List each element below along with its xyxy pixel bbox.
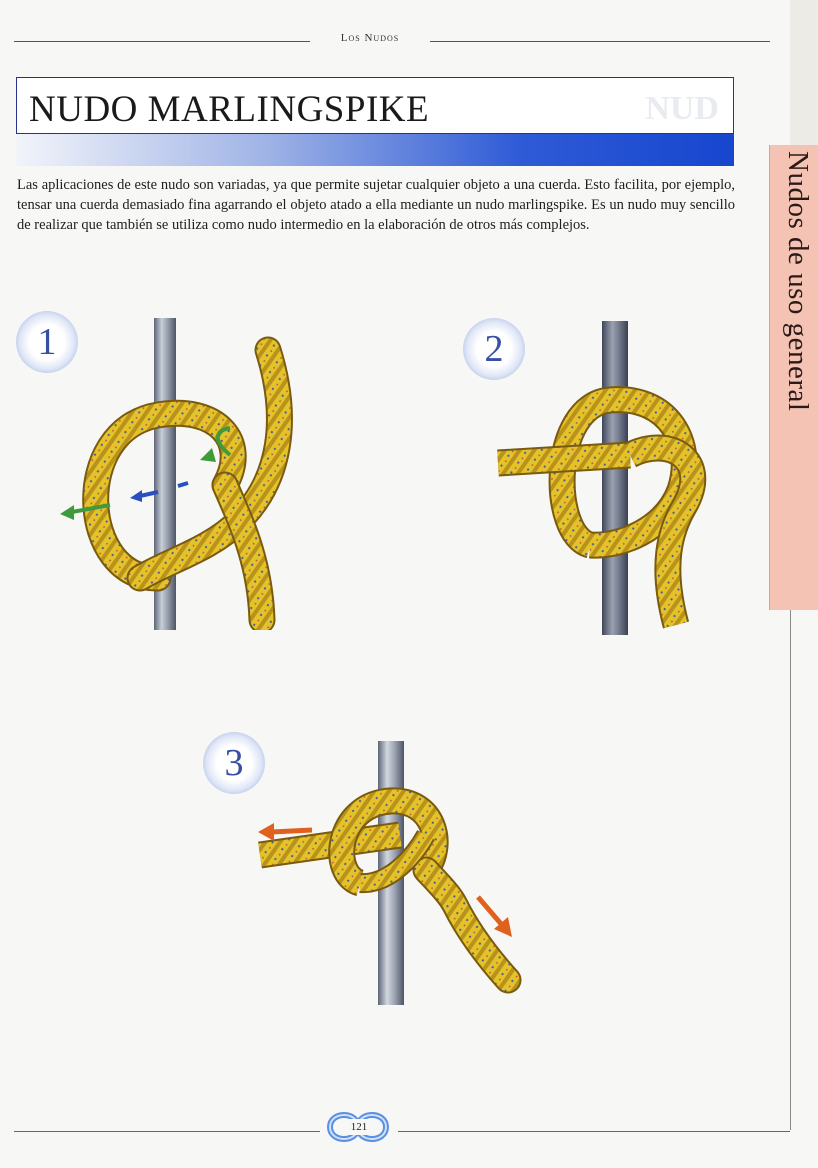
blue-arrowhead <box>130 490 142 502</box>
step-badge-2: 2 <box>463 318 525 380</box>
green-arrowhead-top <box>200 448 216 462</box>
page-edge-line <box>790 610 791 1130</box>
rope-standing <box>426 870 508 980</box>
orange-arrowhead-left <box>258 823 274 841</box>
page-title: NUDO MARLINGSPIKE <box>29 89 430 130</box>
section-tab-label: Nudos de uso general <box>782 151 814 412</box>
footer-rule-left <box>14 1131 320 1132</box>
page-edge <box>790 0 818 145</box>
step-3-illustration <box>250 735 550 1005</box>
header-rule-left <box>14 41 310 42</box>
running-title: Los Nudos <box>340 32 400 44</box>
step-2-illustration <box>480 315 740 635</box>
orange-arrow-left <box>272 830 312 832</box>
intro-paragraph: Las aplicaciones de este nudo son variadas, ya que permite sujetar cualquier objeto a una cuerda. Esto facilita, por ejemplo, tensar una cuerda demasiado fina agarrando el objeto atado a ella mediante un nudo marlingspike. Es un nudo muy sencillo de realizar que también se utiliza como nudo intermedio en la elaboración de otros más complejos. <box>17 177 735 233</box>
blue-arrow-tail <box>178 483 188 486</box>
header-rule-right <box>430 41 770 42</box>
page-number: 121 <box>350 1121 368 1133</box>
orange-arrow-down <box>478 897 502 925</box>
step-badge-3: 3 <box>203 732 265 794</box>
rope-working-end <box>498 455 630 463</box>
title-box <box>16 77 734 134</box>
pole <box>602 321 628 635</box>
step-1-illustration <box>40 310 320 630</box>
title-accent-bar <box>16 134 734 166</box>
green-arrowhead-left <box>60 505 74 520</box>
title-watermark: NUD <box>645 90 719 127</box>
footer-rule-right <box>398 1131 790 1132</box>
step-badge-1: 1 <box>16 311 78 373</box>
section-tab <box>769 145 818 610</box>
